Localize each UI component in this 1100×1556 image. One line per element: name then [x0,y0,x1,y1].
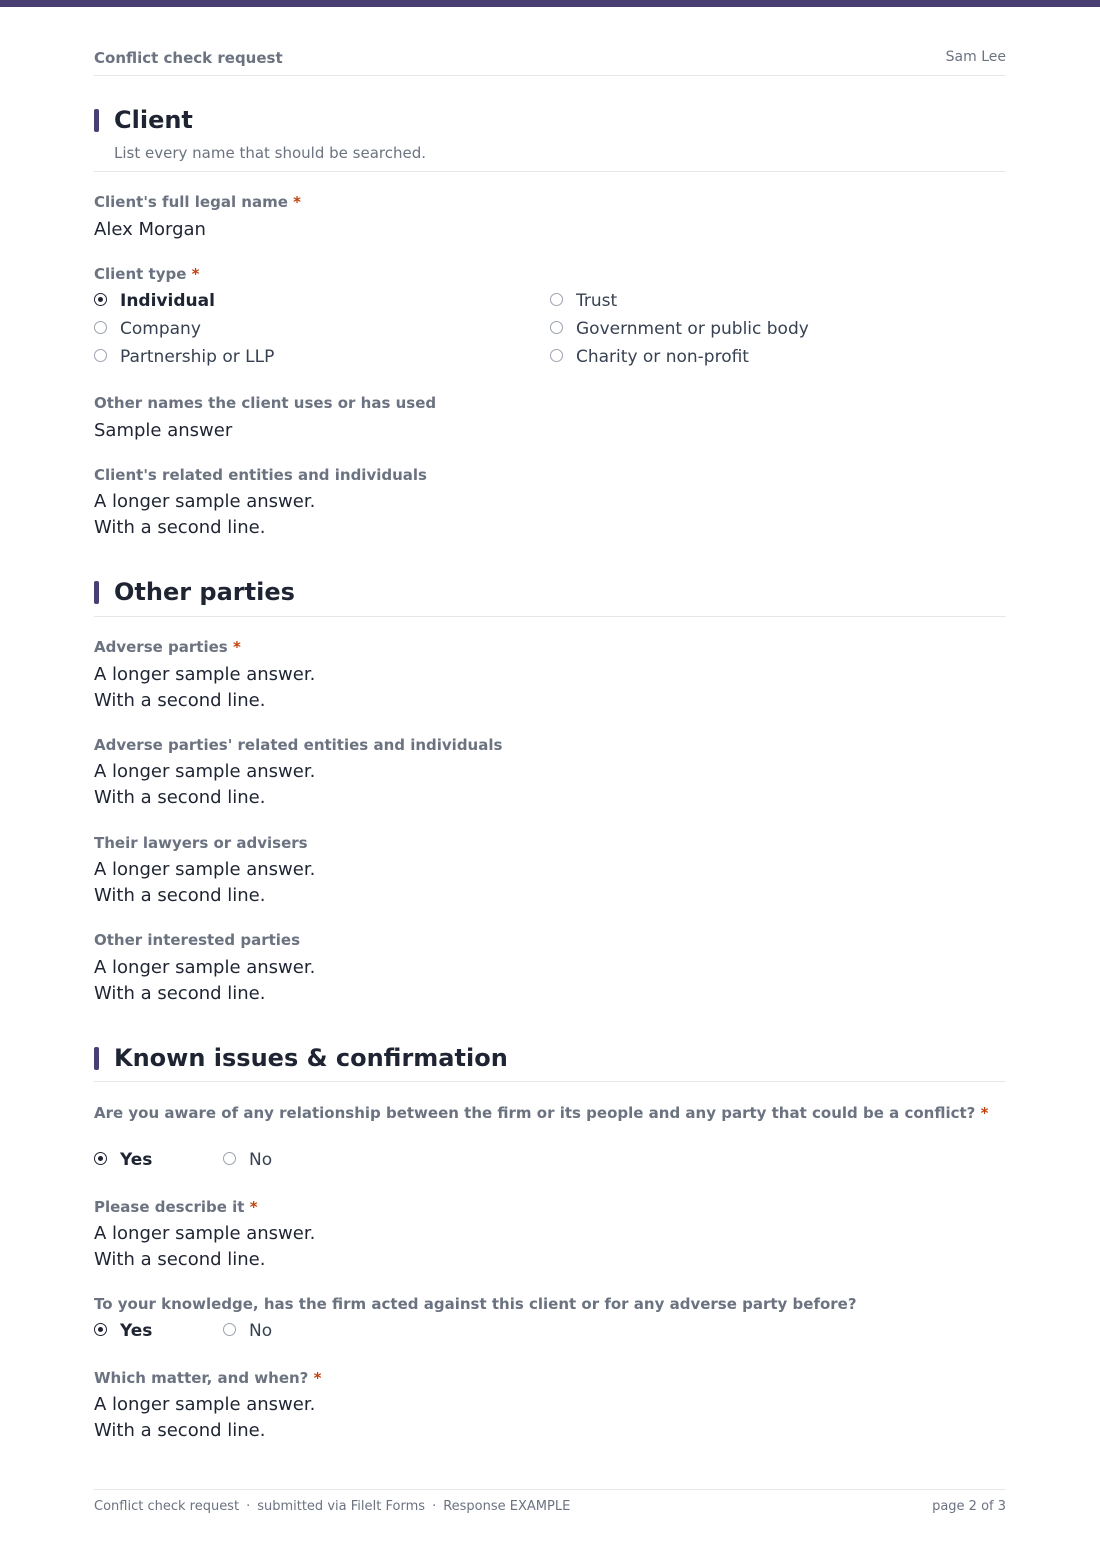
interested-parties-answer: A longer sample answer. With a second line. [94,957,316,1004]
required-marker: * [232,638,241,656]
page-header [94,48,1006,76]
adverse-parties-label [94,637,1006,657]
required-marker: * [191,265,200,283]
option-label: Government or public body [576,319,809,339]
lawyers-label: Their lawyers or advisers [94,834,308,852]
section-accent-bar [94,581,99,604]
form-title: Conflict check request [94,49,283,67]
option-label: No [249,1321,273,1341]
option-label: Trust [576,291,618,311]
required-marker: * [313,1369,322,1387]
section-client [94,106,1006,172]
field-label: Which matter, and when? [94,1369,309,1387]
section-title: Known issues & confirmation [114,1044,508,1072]
which-matter-answer: A longer sample answer. With a second line. [94,1394,316,1441]
section-accent-bar [94,109,99,132]
describe-answer: A longer sample answer. With a second line. [94,1223,316,1270]
client-related-answer: A longer sample answer. With a second line. [94,491,316,538]
describe-label [94,1197,1006,1217]
client-related-label: Client's related entities and individuals [94,466,427,484]
footer-form-name: Conflict check request [94,1499,240,1514]
field-label: Client's full legal name [94,193,288,211]
radio-selected-icon [94,293,107,306]
top-accent-bar [0,0,1100,7]
section-known-issues [94,1044,1006,1082]
section-other-parties [94,578,1006,617]
section-title: Other parties [114,578,295,606]
relationship-question-label [94,1103,1006,1123]
section-accent-bar [94,1047,99,1070]
radio-empty-icon [94,321,107,334]
field-label: Are you aware of any relationship between the firm or its people and any party that could be a conflict? [94,1104,976,1122]
option-label: Individual [120,291,215,311]
which-matter-label [94,1368,1006,1388]
option-label: Partnership or LLP [120,347,275,367]
interested-parties-label: Other interested parties [94,931,301,949]
radio-empty-icon [550,349,563,362]
adverse-related-answer: A longer sample answer. With a second line. [94,761,316,808]
legal-name-label [94,192,1006,212]
option-label: Company [120,319,201,339]
radio-empty-icon [550,321,563,334]
page-number: page 2 of 3 [932,1499,1006,1514]
lawyers-answer: A longer sample answer. With a second line. [94,859,316,906]
client-type-label [94,264,1006,284]
radio-empty-icon [550,293,563,306]
required-marker: * [249,1198,258,1216]
option-label: No [249,1150,273,1170]
legal-name-answer: Alex Morgan [94,219,206,240]
section-title: Client [114,106,193,134]
radio-selected-icon [94,1323,107,1336]
radio-empty-icon [223,1152,236,1165]
acted-question-label: To your knowledge, has the firm acted against this client or for any adverse party before? [94,1295,857,1313]
radio-empty-icon [94,349,107,362]
author-name: Sam Lee [945,49,1006,65]
adverse-related-label: Adverse parties' related entities and individuals [94,736,503,754]
footer-separator: · [246,1499,251,1514]
footer-info [94,1499,570,1514]
page-footer [94,1489,1006,1520]
radio-selected-icon [94,1152,107,1165]
option-label: Yes [120,1321,153,1341]
other-names-label: Other names the client uses or has used [94,394,437,412]
option-label: Yes [120,1150,153,1170]
required-marker: * [980,1104,989,1122]
other-names-answer: Sample answer [94,420,233,441]
footer-submitted: submitted via FileIt Forms [257,1499,426,1514]
adverse-parties-answer: A longer sample answer. With a second line. [94,664,316,711]
field-label: Adverse parties [94,638,228,656]
footer-response: Response EXAMPLE [443,1499,571,1514]
field-label: Client type [94,265,187,283]
section-subtitle: List every name that should be searched. [114,144,426,162]
option-label: Charity or non-profit [576,347,749,367]
radio-empty-icon [223,1323,236,1336]
footer-separator: · [432,1499,437,1514]
field-label: Please describe it [94,1198,245,1216]
required-marker: * [293,193,302,211]
